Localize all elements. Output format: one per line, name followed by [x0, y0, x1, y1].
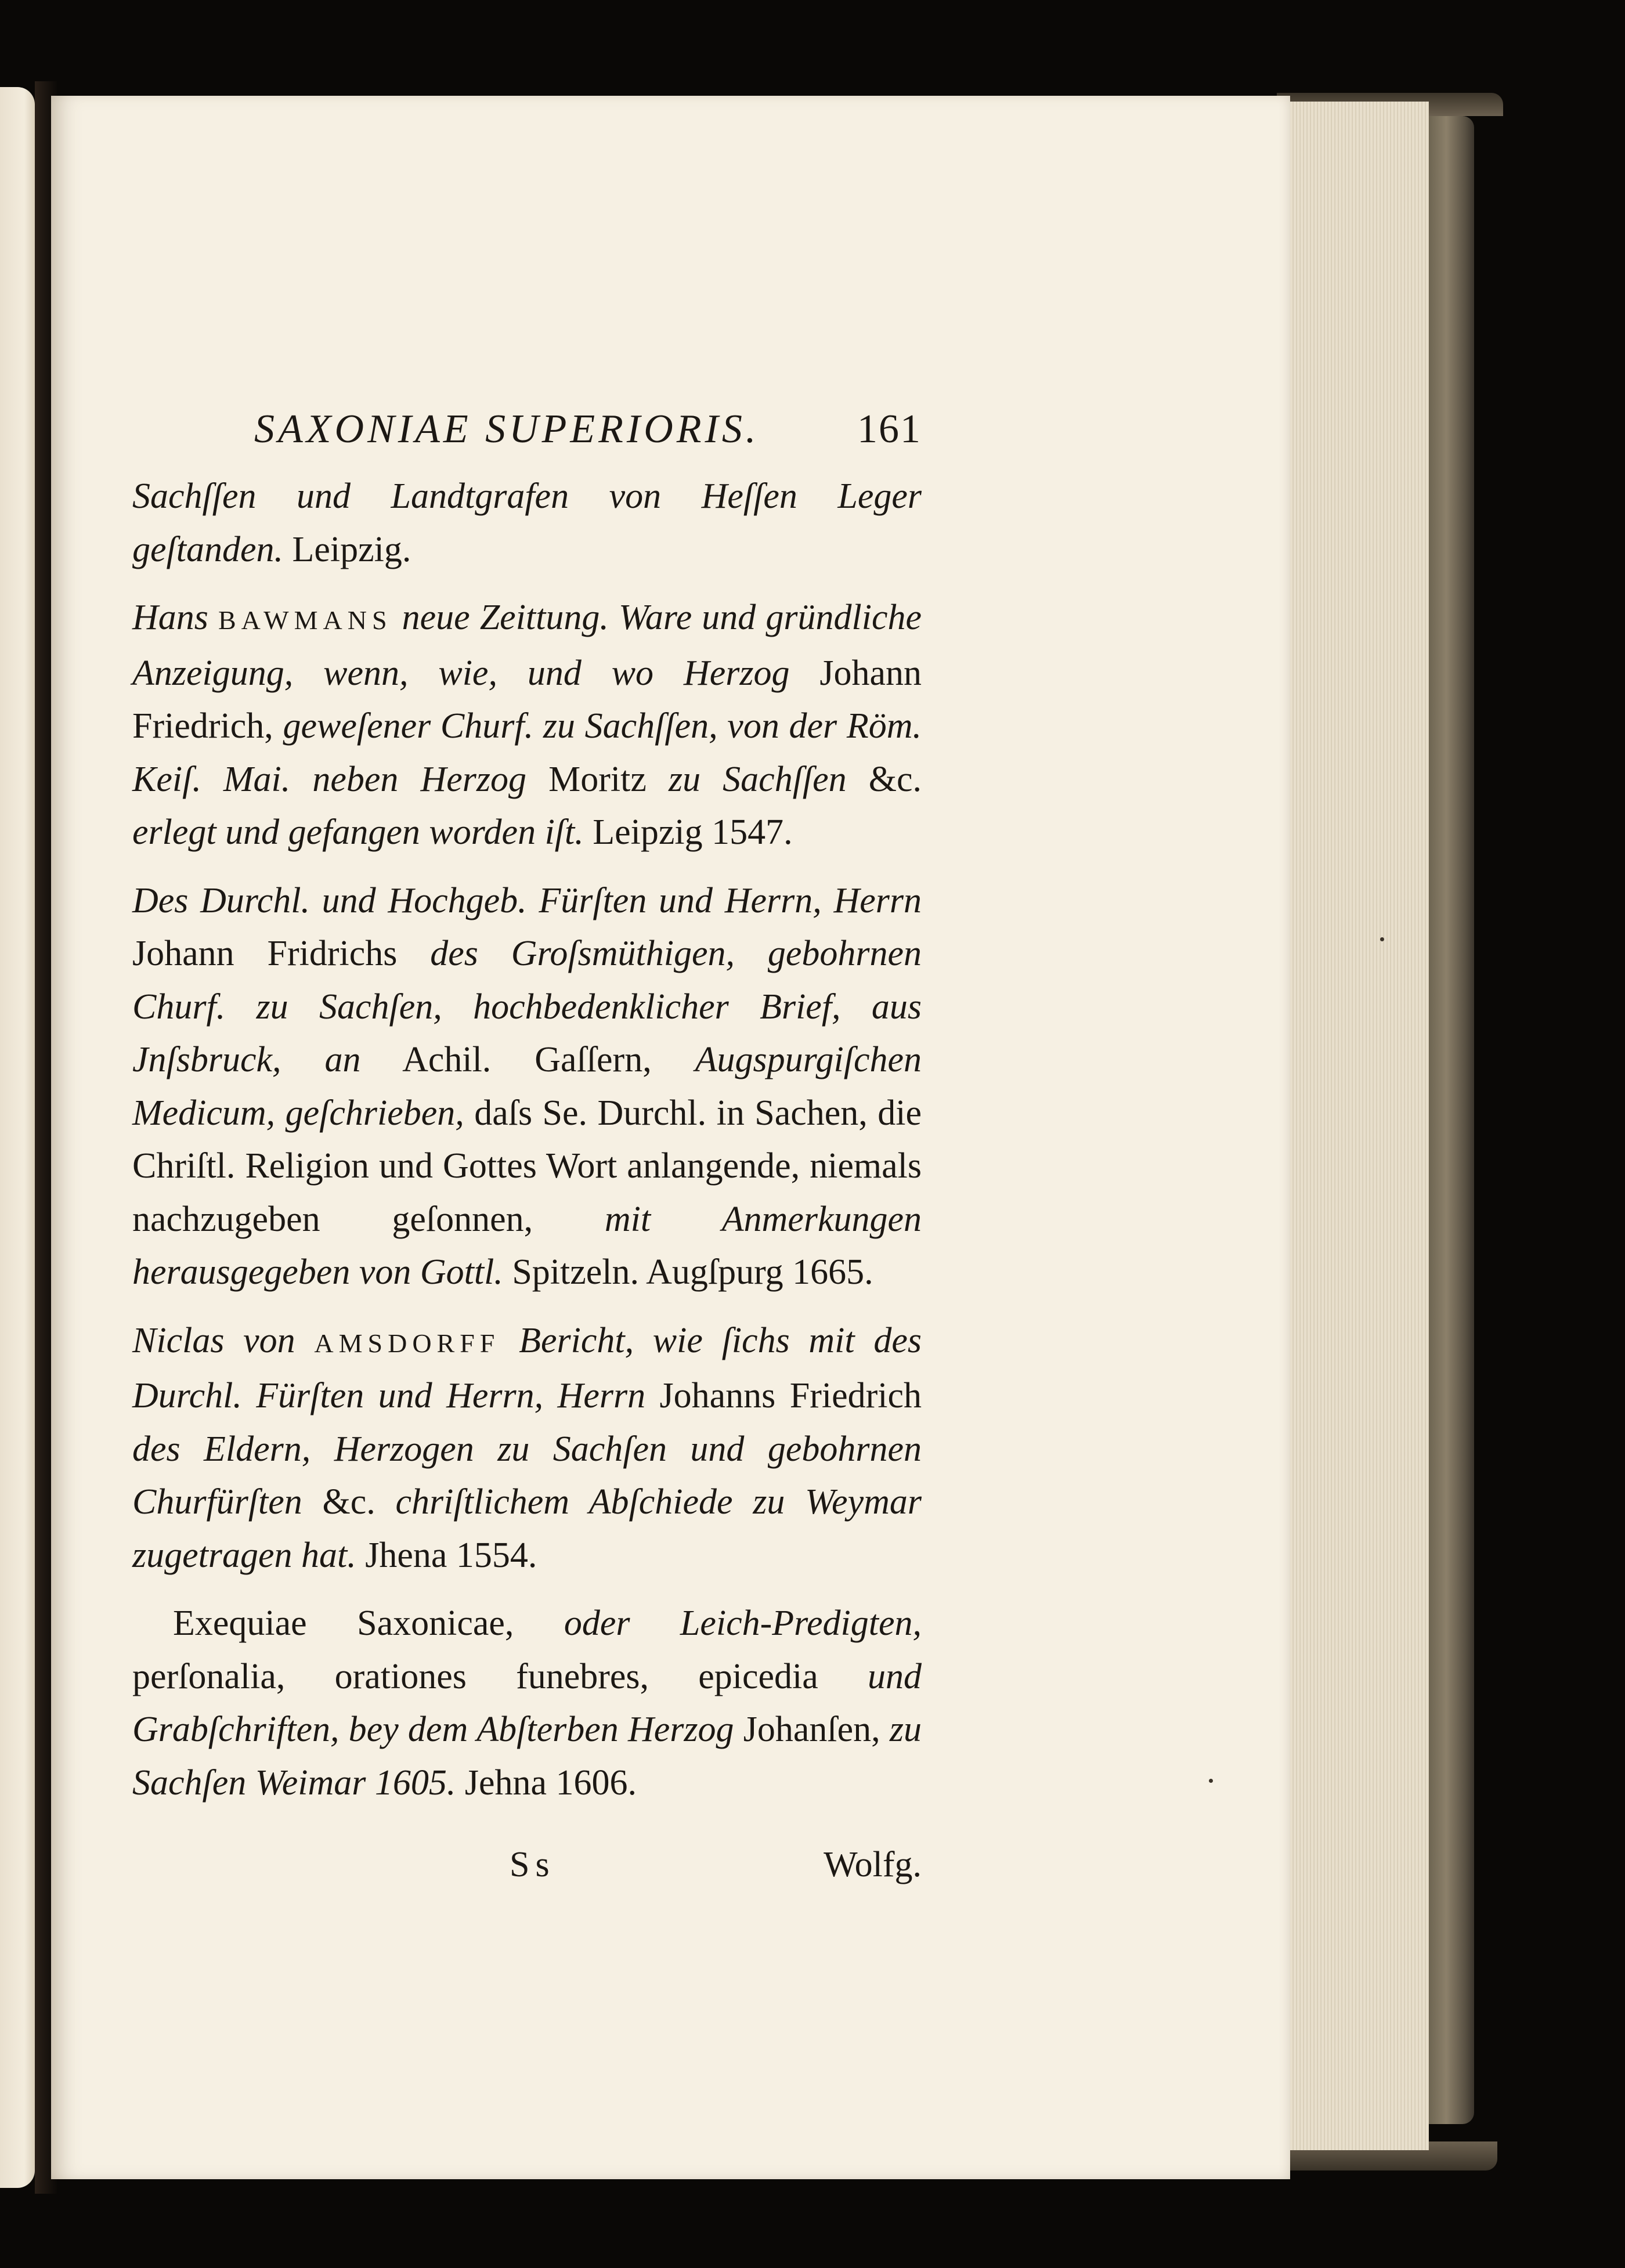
- author-name-smallcaps: AMSDORFF: [314, 1328, 500, 1358]
- running-head: [132, 406, 922, 470]
- entry-text: chriſtlichem Abſchiede zu Weymar zugetragen hat.: [132, 1482, 922, 1575]
- page-block-edges: [1283, 102, 1429, 2150]
- entry-text: des Eldern, Herzogen zu Sachſen und gebohrnen Churfürſten: [132, 1429, 922, 1522]
- entry-text: daſs Se. Durchl. in Sachen, die Chriſtl. Religion und Gottes Wort anlangende, niemals nachzugeben geſonnen,: [132, 1093, 922, 1239]
- entry-text: und Grabſchriften, bey dem Abſterben Herzog: [132, 1656, 922, 1749]
- book-cover-edge: [1428, 116, 1474, 2124]
- ink-speck: [1209, 1779, 1213, 1783]
- entry-text: Spitzeln. Augſpurg 1665.: [503, 1252, 873, 1292]
- entry-text: Niclas von: [132, 1320, 315, 1360]
- entry-text: &c.: [302, 1482, 396, 1522]
- entry-text: erlegt und gefangen worden iſt.: [132, 812, 584, 852]
- entry-text: Johanns Friedrich: [645, 1376, 922, 1415]
- bibliography-entry: [132, 591, 922, 859]
- entry-text: Augspurgiſchen Medicum, geſchrieben,: [132, 1040, 922, 1133]
- entry-text: mit Anmerkungen herausgegeben von Gottl.: [132, 1199, 922, 1292]
- entry-text: Hans: [132, 598, 218, 637]
- entry-text: Leipzig 1547.: [583, 812, 793, 852]
- entry-text: zu Sachſen Weimar 1605.: [132, 1710, 922, 1803]
- bibliography-entries: [132, 470, 922, 1810]
- bibliography-entry: [132, 470, 922, 576]
- entry-text: zu Sachſſen: [668, 759, 847, 799]
- entry-text: neue Zeittung. Ware und gründliche Anzeigung, wenn, wie, und wo Herzog: [132, 598, 922, 693]
- entry-text: Leipzig.: [283, 529, 411, 569]
- text-block: [132, 406, 922, 1897]
- catchword: Wolfg.: [824, 1845, 922, 1884]
- running-title: SAXONIAE SUPERIORIS.: [254, 407, 760, 452]
- left-page-edge: [0, 87, 35, 2188]
- page-number: 161: [857, 407, 922, 452]
- entry-text: Bericht, wie ſichs mit des Durchl. Fürſten und Herrn, Herrn: [132, 1320, 922, 1415]
- page-footer: [132, 1844, 922, 1897]
- entry-text: perſonalia, orationes funebres, epicedia: [132, 1656, 868, 1696]
- entry-text: Johanſen,: [734, 1710, 890, 1749]
- ink-speck: [1380, 937, 1384, 941]
- entry-text: &c.: [846, 759, 922, 799]
- entry-text: Moritz: [526, 759, 669, 799]
- author-name-smallcaps: BAWMANS: [218, 605, 392, 635]
- entry-text: Sachſſen und Landtgrafen von Heſſen Leger geſtanden.: [132, 476, 922, 569]
- entry-text: des Groſsmüthigen, gebohrnen Churf. zu Sachſen, hochbedenklicher Brief, aus Jnſsbruck, an: [132, 934, 922, 1079]
- bibliography-entry: [132, 1314, 922, 1583]
- entry-text: geweſener Churf. zu Sachſſen, von der Röm. Keiſ. Mai. neben Herzog: [132, 706, 922, 799]
- entry-text: Des Durchl. und Hochgeb. Fürſten und Herrn, Herrn: [132, 880, 922, 920]
- entry-text: Jehna 1606.: [456, 1763, 637, 1803]
- signature-mark: Ss: [510, 1845, 555, 1884]
- bibliography-entry: [132, 1597, 922, 1810]
- entry-text: Achil. Gaſſern,: [360, 1040, 695, 1079]
- bibliography-entry: [132, 875, 922, 1299]
- entry-text: Jhena 1554.: [356, 1535, 537, 1575]
- entry-text: Johann Friedrich,: [132, 653, 922, 746]
- entry-text: oder Leich-Predigten,: [564, 1604, 922, 1643]
- entry-text: Johann Fridrichs: [132, 934, 431, 973]
- entry-text: Exequiae Saxonicae,: [173, 1604, 564, 1643]
